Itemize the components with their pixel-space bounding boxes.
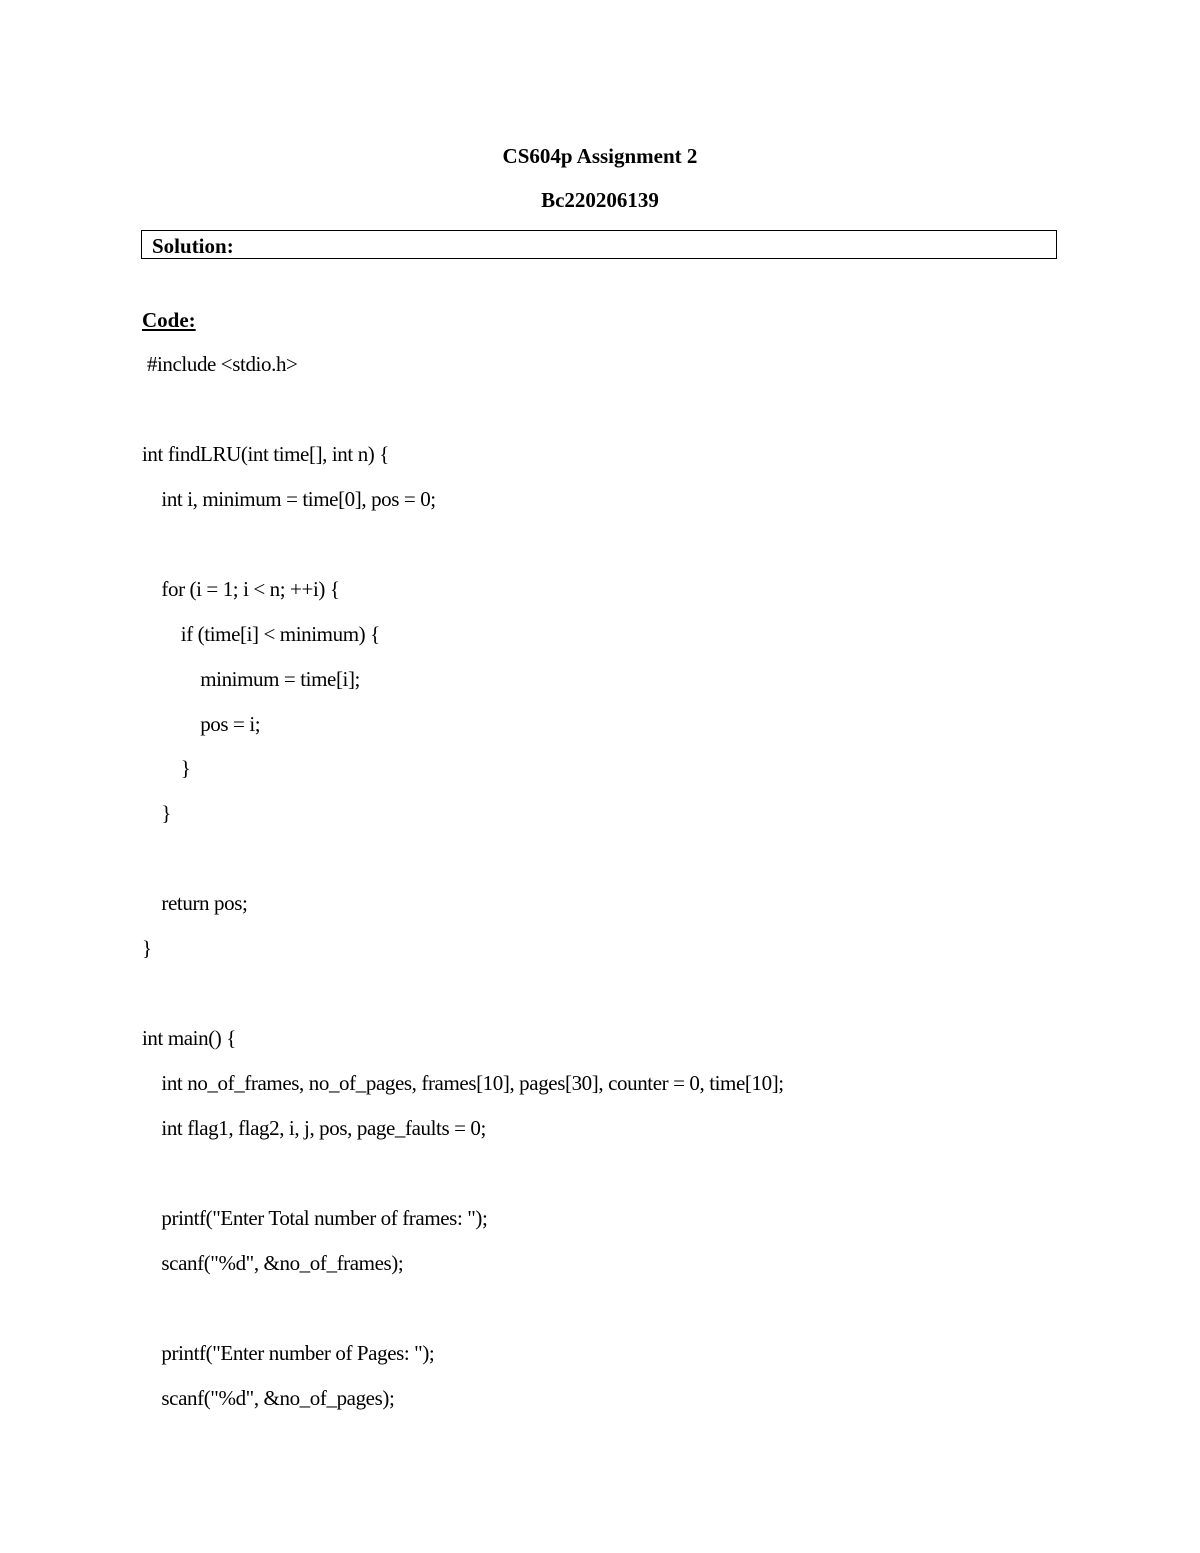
- code-line: }: [142, 801, 172, 826]
- code-line: int findLRU(int time[], int n) {: [142, 441, 389, 466]
- code-line: scanf("%d", &no_of_frames);: [142, 1250, 404, 1275]
- code-line: minimum = time[i];: [142, 666, 360, 691]
- code-line: [142, 979, 784, 1024]
- code-line: return pos;: [142, 891, 248, 916]
- code-line: scanf("%d", &no_of_pages);: [142, 1385, 395, 1410]
- solution-box: [141, 230, 1057, 259]
- solution-label: Solution:: [152, 234, 234, 258]
- code-heading: Code:: [142, 308, 196, 332]
- code-line: printf("Enter number of Pages: ");: [142, 1340, 435, 1365]
- code-line: for (i = 1; i < n; ++i) {: [142, 576, 340, 601]
- code-line: pos = i;: [142, 711, 261, 736]
- code-line: #include <stdio.h>: [142, 352, 298, 376]
- code-line: printf("Enter Total number of frames: ");: [142, 1205, 488, 1230]
- code-line: int main() {: [142, 1026, 236, 1051]
- code-line: [142, 844, 784, 889]
- student-id: Bc220206139: [541, 188, 659, 212]
- code-line: int no_of_frames, no_of_pages, frames[10], pages[30], counter = 0, time[10];: [142, 1071, 784, 1095]
- code-block: [142, 350, 784, 1429]
- code-line: int flag1, flag2, i, j, pos, page_faults = 0;: [142, 1115, 486, 1140]
- code-line: }: [142, 936, 152, 961]
- code-line: }: [142, 756, 191, 781]
- code-line: [142, 1294, 784, 1339]
- code-line: [142, 530, 784, 575]
- code-line: int i, minimum = time[0], pos = 0;: [142, 486, 436, 511]
- code-line: [142, 1159, 784, 1204]
- document-title: CS604p Assignment 2: [502, 144, 698, 168]
- code-line: [142, 395, 784, 440]
- code-line: if (time[i] < minimum) {: [142, 621, 380, 646]
